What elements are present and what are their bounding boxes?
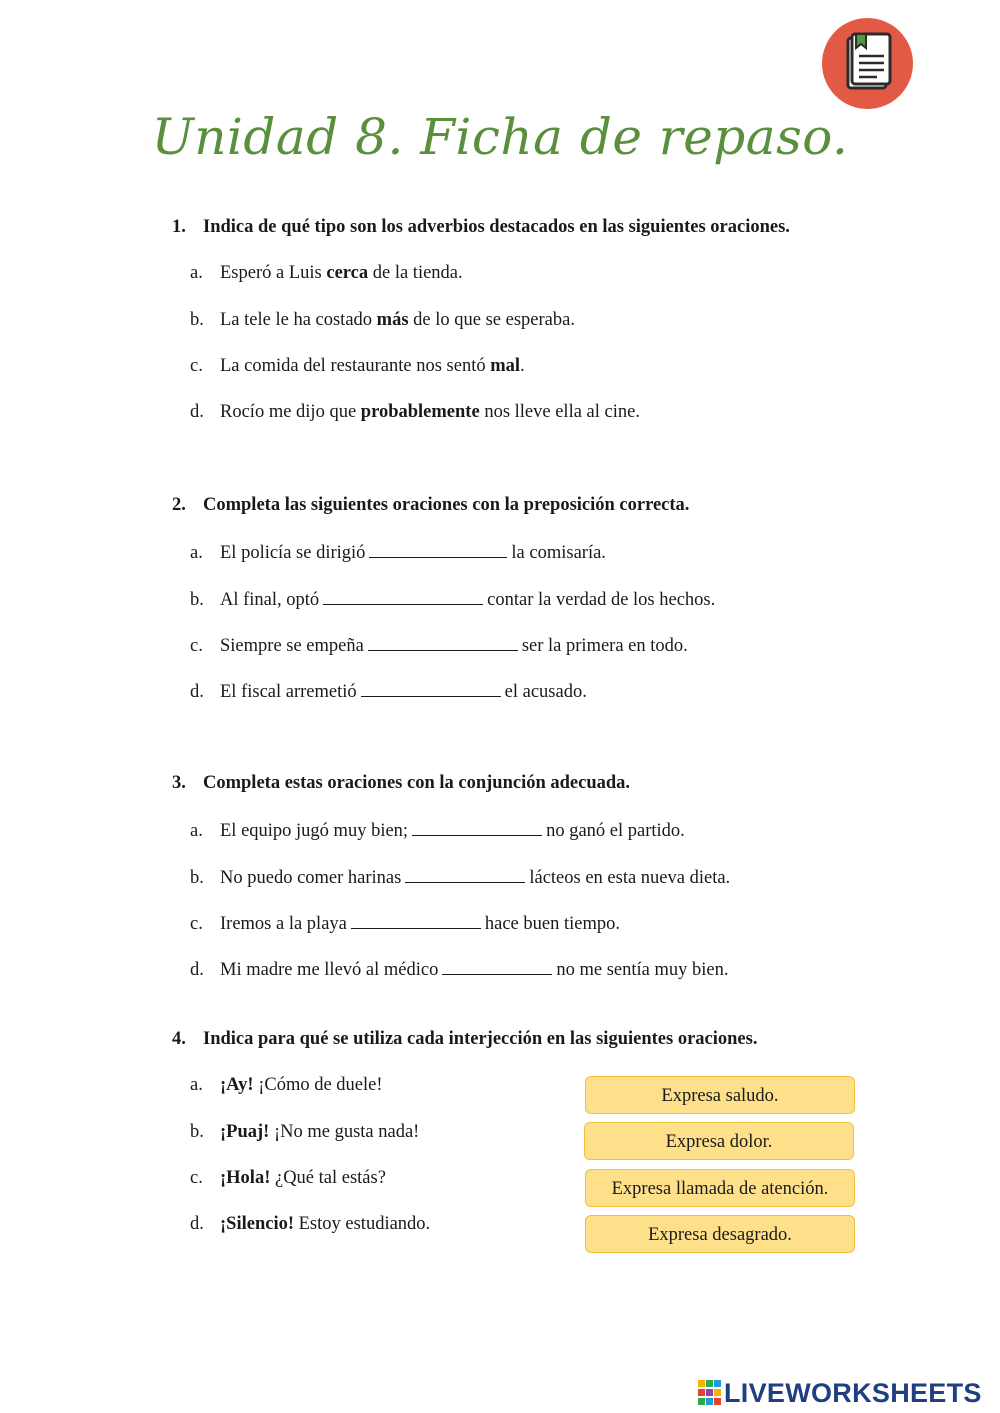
- answer-blank[interactable]: [405, 866, 525, 883]
- answer-blank[interactable]: [368, 634, 518, 651]
- q4-item-a: a. ¡Ay! ¡Cómo de duele!: [190, 1075, 383, 1095]
- worksheet-book-icon: [822, 18, 913, 109]
- question-1-title: 1. Indica de qué tipo son los adverbios destacados en las siguientes oraciones.: [172, 217, 790, 237]
- answer-blank[interactable]: [351, 912, 481, 929]
- q2-item-c: c. Siempre se empeña ser la primera en todo.: [190, 636, 688, 656]
- answer-blank[interactable]: [369, 541, 507, 558]
- answer-blank[interactable]: [361, 680, 501, 697]
- q4-item-b: b. ¡Puaj! ¡No me gusta nada!: [190, 1122, 420, 1142]
- option-desagrado[interactable]: Expresa desagrado.: [585, 1215, 855, 1253]
- page-title: Unidad 8. Ficha de repaso.: [151, 108, 849, 166]
- q3-item-d: d. Mi madre me llevó al médico no me sentía muy bien.: [190, 960, 729, 980]
- q3-item-b: b. No puedo comer harinas lácteos en esta nueva dieta.: [190, 868, 731, 888]
- option-dolor[interactable]: Expresa dolor.: [584, 1122, 854, 1160]
- q1-item-b: b. La tele le ha costado más de lo que se esperaba.: [190, 310, 575, 330]
- liveworksheets-logo-icon: [698, 1380, 722, 1406]
- q1-item-d: d. Rocío me dijo que probablemente nos lleve ella al cine.: [190, 402, 640, 422]
- q3-item-c: c. Iremos a la playa hace buen tiempo.: [190, 914, 620, 934]
- q1-item-c: c. La comida del restaurante nos sentó mal.: [190, 356, 525, 376]
- q1-item-a: a. Esperó a Luis cerca de la tienda.: [190, 263, 463, 283]
- question-3-title: 3. Completa estas oraciones con la conjunción adecuada.: [172, 773, 631, 793]
- question-4-title: 4. Indica para qué se utiliza cada interjección en las siguientes oraciones.: [172, 1029, 758, 1049]
- q2-item-d: d. El fiscal arremetió el acusado.: [190, 682, 587, 702]
- q2-item-b: b. Al final, optó contar la verdad de los hechos.: [190, 590, 716, 610]
- worksheet-badge: [822, 18, 913, 109]
- answer-blank[interactable]: [412, 819, 542, 836]
- q4-item-d: d. ¡Silencio! Estoy estudiando.: [190, 1214, 431, 1234]
- q4-item-c: c. ¡Hola! ¿Qué tal estás?: [190, 1168, 386, 1188]
- option-llamada-atencion[interactable]: Expresa llamada de atención.: [585, 1169, 855, 1207]
- q3-item-a: a. El equipo jugó muy bien; no ganó el partido.: [190, 821, 685, 841]
- brand-name: LIVEWORKSHEETS: [724, 1378, 982, 1408]
- answer-blank[interactable]: [323, 588, 483, 605]
- question-2-title: 2. Completa las siguientes oraciones con la preposición correcta.: [172, 495, 690, 515]
- option-saludo[interactable]: Expresa saludo.: [585, 1076, 855, 1114]
- q2-item-a: a. El policía se dirigió la comisaría.: [190, 543, 606, 563]
- answer-blank[interactable]: [442, 958, 552, 975]
